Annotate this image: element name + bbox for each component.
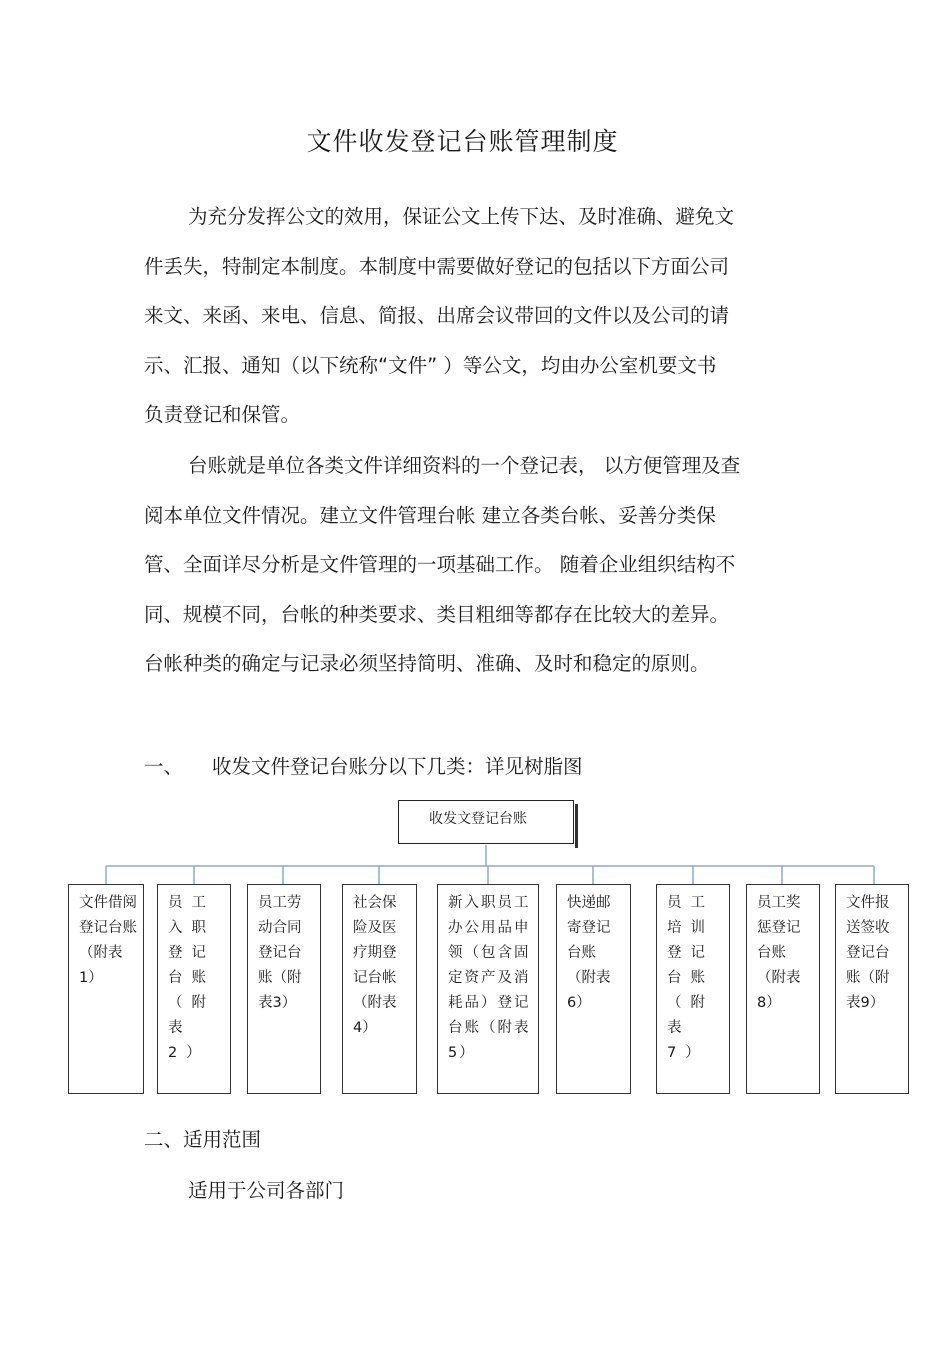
section-2-heading: 二、适用范围 <box>144 1128 262 1151</box>
tree-node-5: 新入职员工办公用品申领（包含固定资产及消耗品）登记台账（附表5） <box>437 884 539 1094</box>
ledger-line: 阅本单位文件情况。建立文件管理台帐 建立各类台帐、妥善分类保 <box>144 503 716 527</box>
intro-line: 件丢失，特制定本制度。本制度中需要做好登记的包括以下方面公司 <box>144 254 730 278</box>
section-1-number: 一、 <box>144 755 184 778</box>
tree-node-2: 员工入职登记台账（附表2） <box>157 884 231 1094</box>
tree-node-8: 员工奖惩登记台账（附表8） <box>746 884 820 1094</box>
tree-node-9: 文件报送签收登记台账（附表9） <box>835 884 909 1094</box>
intro-line: 为充分发挥公文的效用，保证公文上传下达、及时准确、避免文 <box>188 205 735 228</box>
page-title: 文件收发登记台账管理制度 <box>306 127 619 156</box>
ledger-line: 台帐种类的确定与记录必须坚持简明、准确、及时和稳定的原则。 <box>144 652 710 675</box>
tree-root-node: 收发文登记台账 <box>398 800 574 844</box>
intro-line: 负责登记和保管。 <box>144 403 301 426</box>
section-2-text: 适用于公司各部门 <box>188 1179 345 1202</box>
intro-line: 示、汇报、通知（以下统称“文件” ）等公文，均由办公室机要文书 <box>144 353 717 377</box>
tree-node-4: 社会保险及医疗期登记台帐（附表4） <box>342 884 417 1094</box>
section-1-text: 收发文件登记台账分以下几类：详见树脂图 <box>212 755 583 778</box>
tree-node-7: 员工培训登记台账（附表7） <box>656 884 730 1094</box>
tree-node-3: 员工劳动合同登记台账（附表3） <box>247 884 321 1094</box>
ledger-line: 同、规模不同，台帐的种类要求、类目粗细等都存在比较大的差异。 <box>144 602 730 626</box>
tree-node-6: 快递邮寄登记台账（附表6） <box>556 884 631 1094</box>
intro-line: 来文、来函、来电、信息、简报、出席会议带回的文件以及公司的请 <box>144 304 730 327</box>
tree-node-1: 文件借阅登记台账（附表1） <box>68 884 144 1094</box>
ledger-line: 台账就是单位各类文件详细资料的一个登记表， 以方便管理及查 <box>188 454 741 477</box>
ledger-line: 管、全面详尽分析是文件管理的一项基础工作。 随着企业组织结构不 <box>144 553 736 576</box>
